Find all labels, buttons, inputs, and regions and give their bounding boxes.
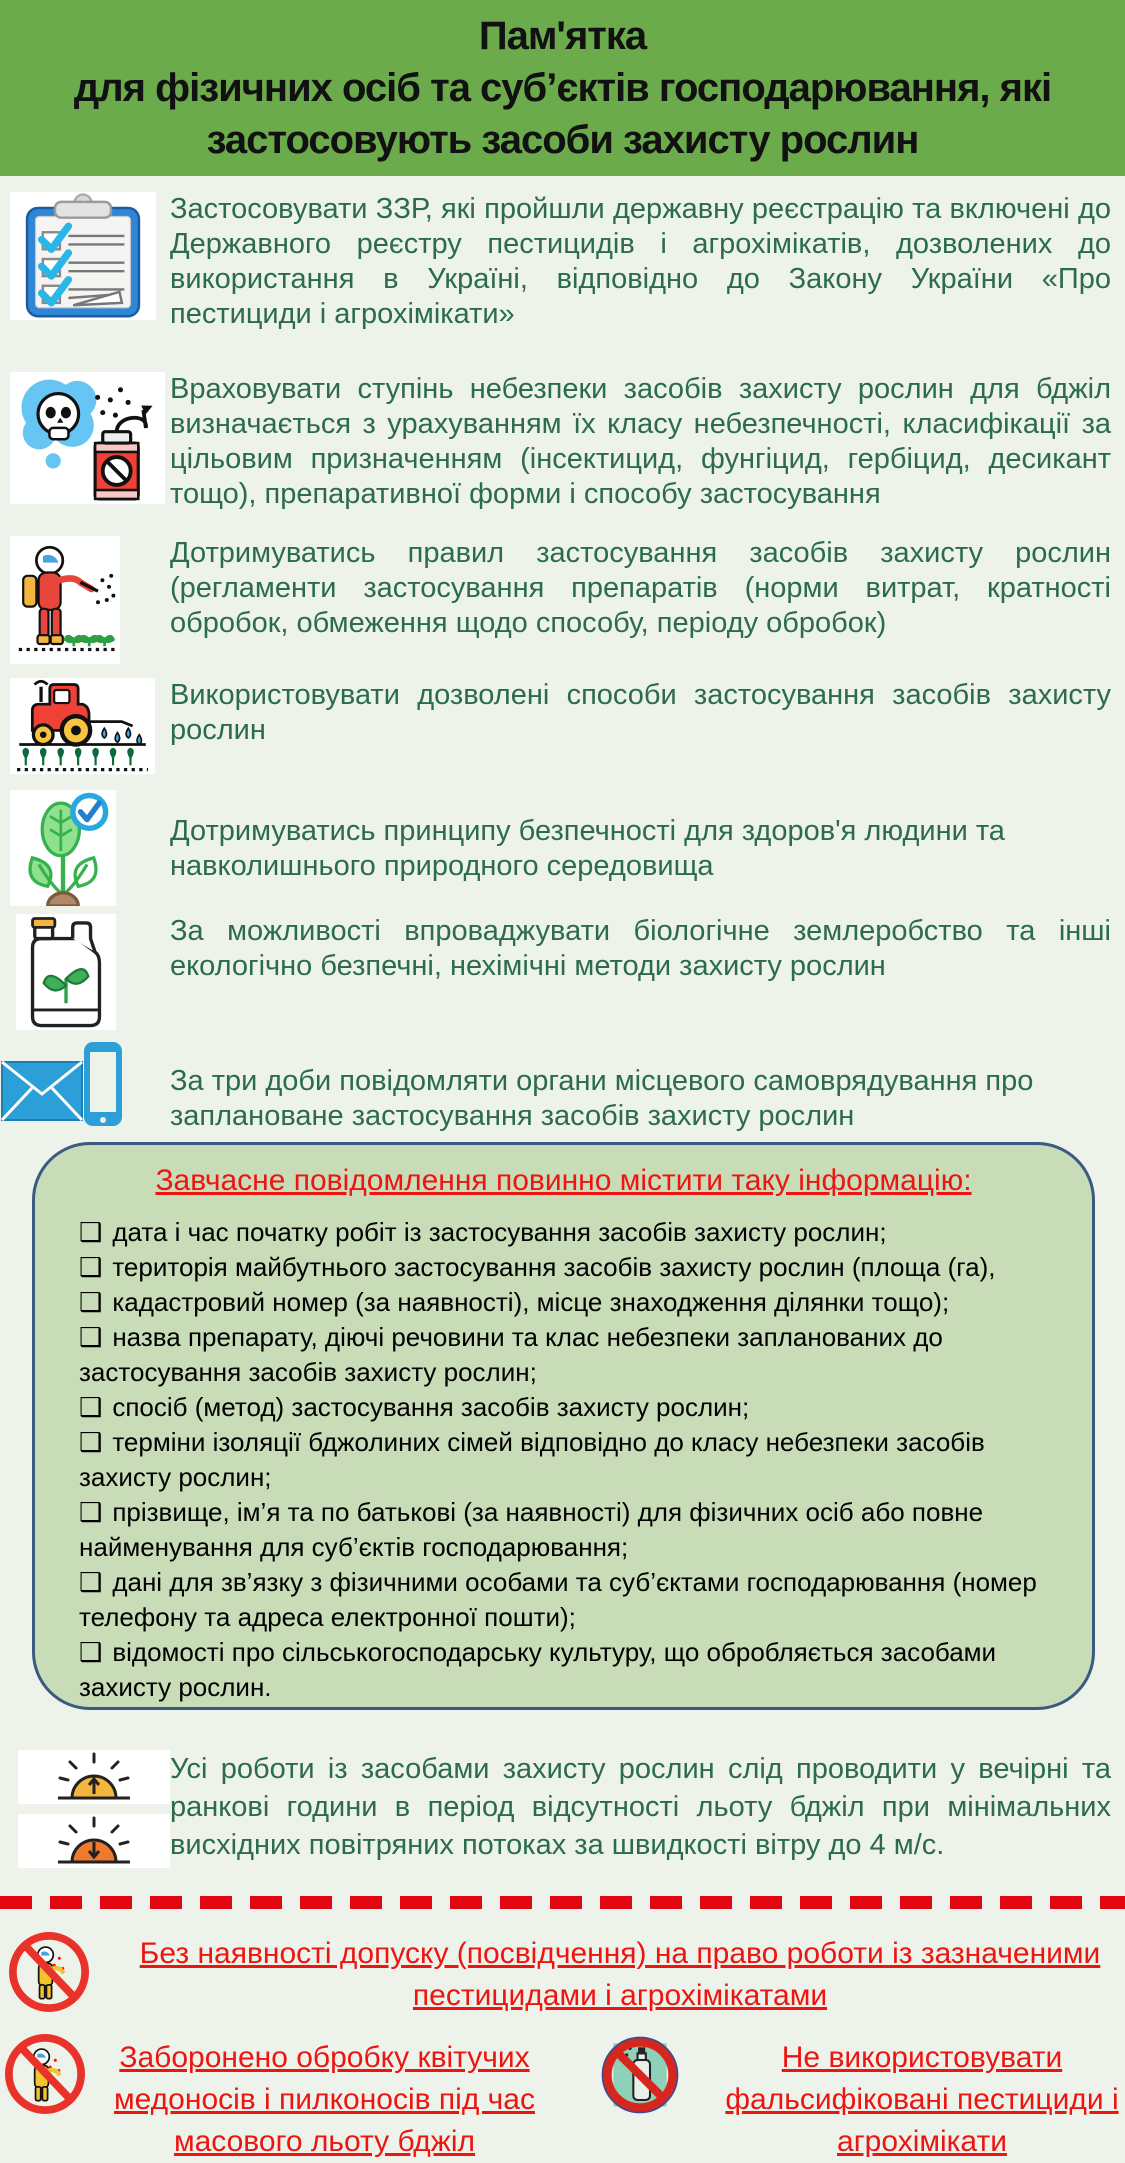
checkbox-bullet-icon: ❑	[79, 1637, 103, 1667]
guideline-row-rules	[0, 536, 1125, 664]
sunrise-icon	[18, 1750, 170, 1804]
guideline-text: Дотримуватись правил застосування засобів захисту рослин (регламенти застосування препаратів (норми витрат, кратності обробок, обмеження щодо способу, періоду обробок)	[170, 537, 1111, 639]
checkbox-bullet-icon: ❑	[79, 1497, 103, 1527]
memo-title-line1: Пам'ятка	[478, 14, 647, 58]
notice-item: ❑ дані для зв’язку з фізичними особами та суб’єктами господарювання (номер телефону та адреса електронної пошти);	[79, 1567, 1037, 1632]
advance-notice-box	[32, 1142, 1095, 1710]
memo-title-line3: застосовують засоби захисту рослин	[206, 118, 919, 162]
prohibition-permit-text: Без наявності допуску (посвідчення) на право роботи із зазначеними пестицидами і агрохімікатами	[139, 1937, 1101, 2012]
guideline-text: Дотримуватись принципу безпечності для здоров'я людини та навколишнього природного середовища	[170, 815, 1005, 882]
checkbox-bullet-icon: ❑	[79, 1322, 103, 1352]
notice-item: ❑ кадастровий номер (за наявності), місце знаходження ділянки тощо);	[79, 1287, 950, 1317]
guideline-text: Використовувати дозволені способи застосування засобів захисту рослин	[170, 679, 1111, 746]
notice-box-title: Завчасне повідомлення повинно містити таку інформацію:	[155, 1164, 972, 1197]
notice-item: ❑ терміни ізоляції бджолиних сімей відповідно до класу небезпеки засобів захисту рослин;	[79, 1427, 985, 1492]
protective-suit-sprayer-icon	[10, 536, 120, 664]
guideline-text: Застосовувати ЗЗР, які пройшли державну реєстрацію та включені до Державного реєстру пестицидів і агрохімікатів, дозволених до використання в Україні, відповідно до Закону України «Про пестициди і агрохімікати»	[170, 193, 1111, 330]
prohibition-counterfeit-text: Не використовувати фальсифіковані пестициди і агрохімікати	[725, 2041, 1119, 2158]
notice-list	[79, 1215, 1048, 1705]
notice-item: ❑ назва препарату, діючі речовини та клас небезпеки запланованих до застосування засобів захисту рослин;	[79, 1322, 943, 1387]
guideline-row-safety-principle	[0, 790, 1125, 906]
guideline-row-bio-farming	[0, 914, 1125, 1030]
prohibition-bottom-row	[0, 2031, 1125, 2163]
timing-note-text: Усі роботи із засобами захисту рослин слід проводити у вечірні та ранкові години в період відсутності льоту бджіл при мінімальних висхідних повітряних потоках за швидкості вітру до 4 м/с.	[170, 1753, 1111, 1861]
checkbox-bullet-icon: ❑	[79, 1427, 103, 1457]
prohibition-permit-row	[0, 1929, 1125, 2017]
checkbox-bullet-icon: ❑	[79, 1287, 103, 1317]
guideline-row-allowed-methods	[0, 678, 1125, 774]
checkbox-bullet-icon: ❑	[79, 1567, 103, 1597]
plant-check-icon	[10, 790, 116, 906]
notice-item: ❑ спосіб (метод) застосування засобів захисту рослин;	[79, 1392, 750, 1422]
guideline-row-notify-authorities	[0, 1040, 1125, 1134]
sunset-icon	[18, 1814, 170, 1868]
mail-phone-icon	[0, 1040, 128, 1132]
notice-item: ❑ територія майбутнього застосування засобів захисту рослин (площа (га),	[79, 1252, 996, 1282]
no-spraying-icon	[2, 2031, 100, 2117]
tractor-sprayer-icon	[10, 678, 155, 774]
prohibition-bloom-text: Заборонено обробку квітучих медоносів і пилконосів під час масового льоту бджіл	[114, 2041, 535, 2158]
skull-spray-icon	[10, 372, 165, 504]
memo-title-line2: для фізичних осіб та суб’єктів господарювання, які	[73, 66, 1052, 110]
timing-note-row	[0, 1750, 1125, 1868]
guideline-text: Враховувати ступінь небезпеки засобів захисту рослин для бджіл визначається з урахуванням їх класу небезпечності, класифікації за цільовим призначенням (інсектицид, фунгіцид, гербіцид, десикант тощо), препаративної форми і способу застосування	[170, 373, 1111, 510]
guideline-text: За три доби повідомляти органи місцевого самоврядування про заплановане застосування засобів захисту рослин	[170, 1065, 1034, 1132]
no-counterfeit-aerosol-icon	[598, 2035, 682, 2115]
no-spraying-icon	[6, 1929, 125, 2015]
notice-item: ❑ прізвище, ім’я та по батькові (за наявності) для фізичних осіб або повне найменування для суб’єктів господарювання;	[79, 1497, 984, 1562]
red-dashed-divider	[0, 1896, 1125, 1909]
guideline-text: За можливості впроваджувати біологічне землеробство та інші екологічно безпечні, нехімічні методи захисту рослин	[170, 915, 1111, 982]
guideline-row-bee-danger	[0, 372, 1125, 512]
memo-header	[0, 0, 1125, 176]
checkbox-bullet-icon: ❑	[79, 1392, 103, 1422]
checkbox-bullet-icon: ❑	[79, 1217, 103, 1247]
canister-plant-icon	[16, 914, 116, 1030]
guideline-row-registration	[0, 192, 1125, 332]
checkbox-bullet-icon: ❑	[79, 1252, 103, 1282]
clipboard-checklist-icon	[10, 192, 156, 320]
notice-item: ❑ дата і час початку робіт із застосування засобів захисту рослин;	[79, 1217, 887, 1247]
notice-item: ❑ відомості про сільськогосподарську культуру, що обробляється засобами захисту рослин.	[79, 1637, 997, 1702]
